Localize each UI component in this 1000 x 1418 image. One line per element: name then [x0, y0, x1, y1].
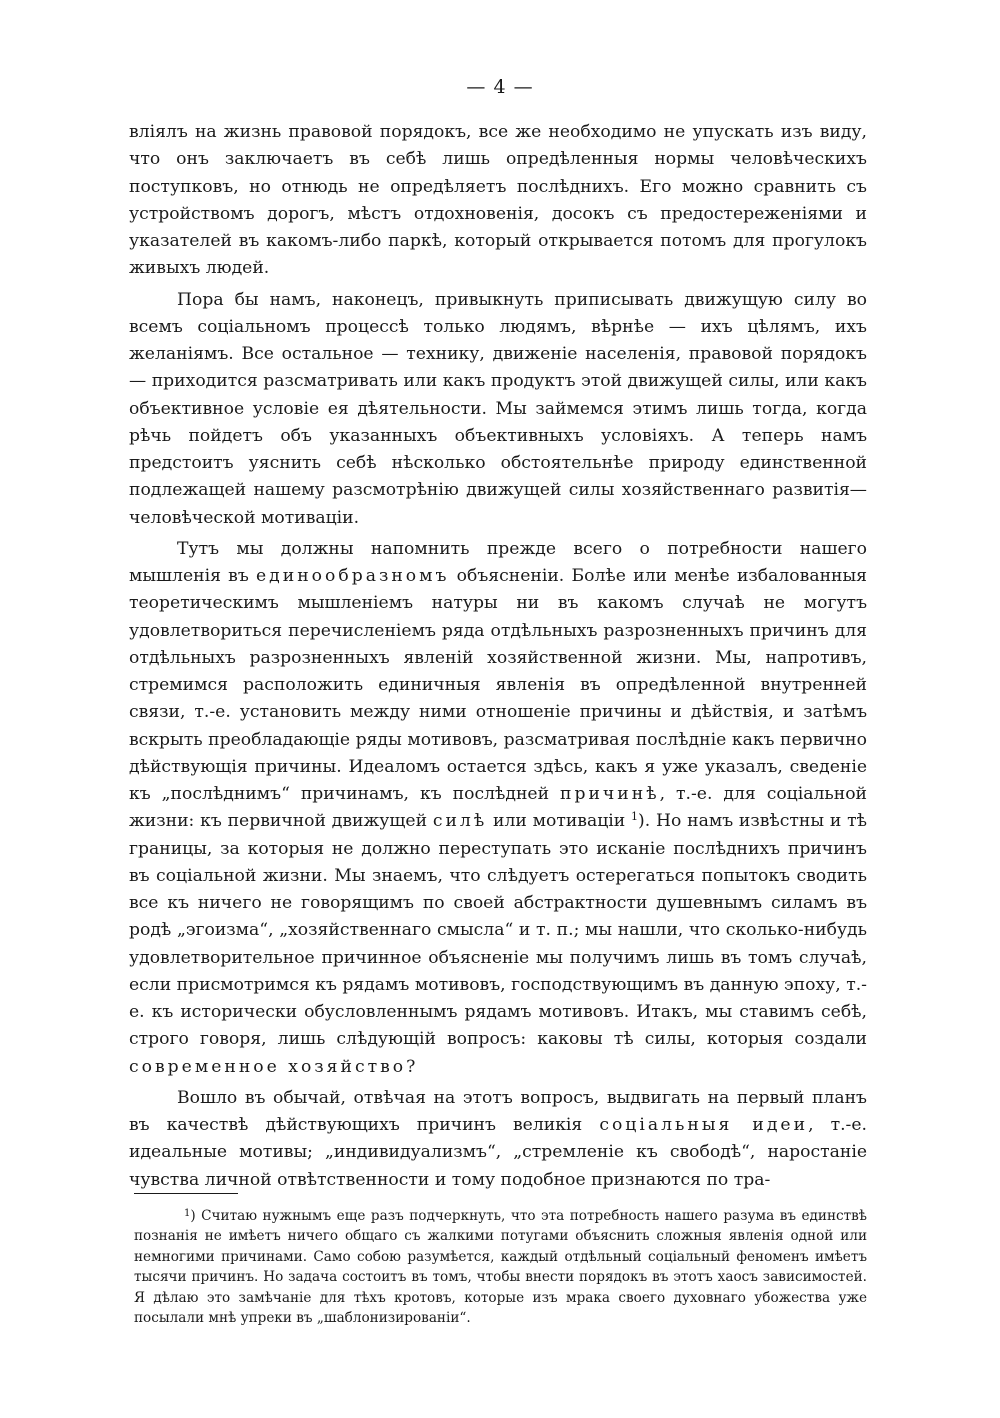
paragraph — [129, 1085, 867, 1194]
footnote-text: ) Считаю нужнымъ еще разъ подчеркнуть, что эта потребность нашего разума въ единствѣ познанія не имѣетъ ничего общаго съ жалкими потугами объяснить сложныя явленія одной или немногими причинами. Само собою разумѣется, каждый отдѣльный соціальный феноменъ имѣетъ тысячи причинъ. Но задача состоитъ въ томъ, чтобы внести порядокъ въ этотъ хаосъ зависимостей. Я дѣлаю это замѣчаніе для тѣхъ кротовъ, которые изъ мрака своего духовнаго убожества уже посылали мнѣ упреки въ „шаблонизированіи“. — [134, 1208, 867, 1327]
footnote-reference: 1 — [631, 810, 639, 824]
footnote-divider — [134, 1193, 238, 1194]
footnote-marker: 1 — [184, 1208, 191, 1219]
paragraph — [129, 536, 867, 1081]
emphasized-text: соціальныя идеи — [599, 1115, 809, 1135]
emphasized-text: современное хозяйство — [129, 1056, 407, 1077]
paragraph-text: или мотиваціи — [487, 811, 632, 832]
paragraph-text: , т.-е. идеальные мотивы; „индивидуализмъ“, „стремленіе къ свободѣ“, наростаніе чувства личной отвѣтственности и тому подобное признаются по тра- — [129, 1115, 868, 1190]
paragraph — [129, 119, 867, 283]
page-number: — 4 — — [466, 76, 534, 98]
paragraph-text: Вошло въ обычай, отвѣчая на этотъ вопросъ, выдвигать на первый планъ въ качествѣ дѣйствующихъ причинъ великія — [129, 1087, 867, 1135]
emphasized-text: причинѣ — [560, 784, 660, 804]
emphasized-text: единообразномъ — [255, 566, 450, 586]
paragraph-text: объясненіи. Болѣе или менѣе избалованныя теоретическимъ мышленіемъ натуры ни въ какомъ случаѣ не могутъ удовлетвориться перечисленіемъ ряда отдѣльныхъ разрозненныхъ причинъ для отдѣльныхъ разрозненныхъ явленій хозяйственной жизни. Мы, напротивъ, стремимся расположить единичныя явленія въ опредѣленной внутренней связи, т.-е. установить между ними отношеніе причины и дѣйствія, и затѣмъ вскрыть преобладающіе ряды мотивовъ, разсматривая послѣдніе какъ первично дѣйствующія причины. Идеаломъ остается здѣсь, какъ я уже указалъ, сведеніе къ „послѣднимъ“ причинамъ, къ послѣдней — [129, 566, 868, 804]
paragraph-text: ? — [406, 1056, 416, 1077]
footnotes — [134, 1206, 867, 1328]
paragraph-text: ). Но намъ извѣстны и тѣ границы, за которыя не должно переступать это исканіе послѣднихъ причинъ въ соціальной жизни. Мы знаемъ, что слѣдуетъ остерегаться попытокъ сводить все къ ничего не говорящимъ по своей абстрактности душевнымъ силамъ въ родѣ „эгоизма“, „хозяйственнаго смысла“ и т. п.; мы нашли, что сколько-нибудь удовлетворительное причинное объясненіе мы получимъ лишь въ томъ случаѣ, если присмотримся къ рядамъ мотивовъ, господствующимъ въ данную эпоху, т.-е. къ исторически обусловленнымъ рядамъ мотивовъ. Итакъ, мы ставимъ себѣ, строго говоря, лишь слѣдующій вопросъ: каковы тѣ силы, которыя создали — [129, 811, 867, 1050]
footnote — [134, 1206, 867, 1328]
paragraph-text: Пора бы намъ, наконецъ, привыкнуть приписывать движущую силу во всемъ соціальномъ процессѣ только людямъ, вѣрнѣе — ихъ цѣлямъ, ихъ желаніямъ. Все остальное — технику, движеніе населенія, правовой порядокъ — приходится разсматривать или какъ продуктъ этой движущей силы, или какъ объективное условіе ея дѣятельности. Мы займемся этимъ лишь тогда, когда рѣчь пойдетъ объ указанныхъ объективныхъ условіяхъ. А теперь намъ предстоитъ уяснить себѣ нѣсколько обстоятельнѣе природу единственной подлежащей нашему разсмотрѣнію движущей силы хозяйственнаго развитія—человѣческой мотиваціи. — [129, 289, 867, 528]
paragraph-text: вліялъ на жизнь правовой порядокъ, все же необходимо не упускать изъ виду, что онъ заключаетъ въ себѣ лишь опредѣленныя нормы человѣческихъ поступковъ, но отнюдь не опредѣляетъ послѣднихъ. Его можно сравнить съ устройствомъ дорогъ, мѣстъ отдохновенія, досокъ съ предостереженіями и указателей въ какомъ-либо паркѣ, который открывается потомъ для прогулокъ живыхъ людей. — [129, 122, 867, 279]
emphasized-text: силѣ — [432, 811, 488, 832]
paragraph-text: Тутъ мы должны напомнить прежде всего о потребности нашего мышленія въ — [129, 538, 867, 586]
body-text — [129, 119, 867, 1198]
paragraph-text: , т.-е. для соціальной жизни: къ первичной движущей — [129, 784, 868, 832]
paragraph — [129, 287, 867, 532]
